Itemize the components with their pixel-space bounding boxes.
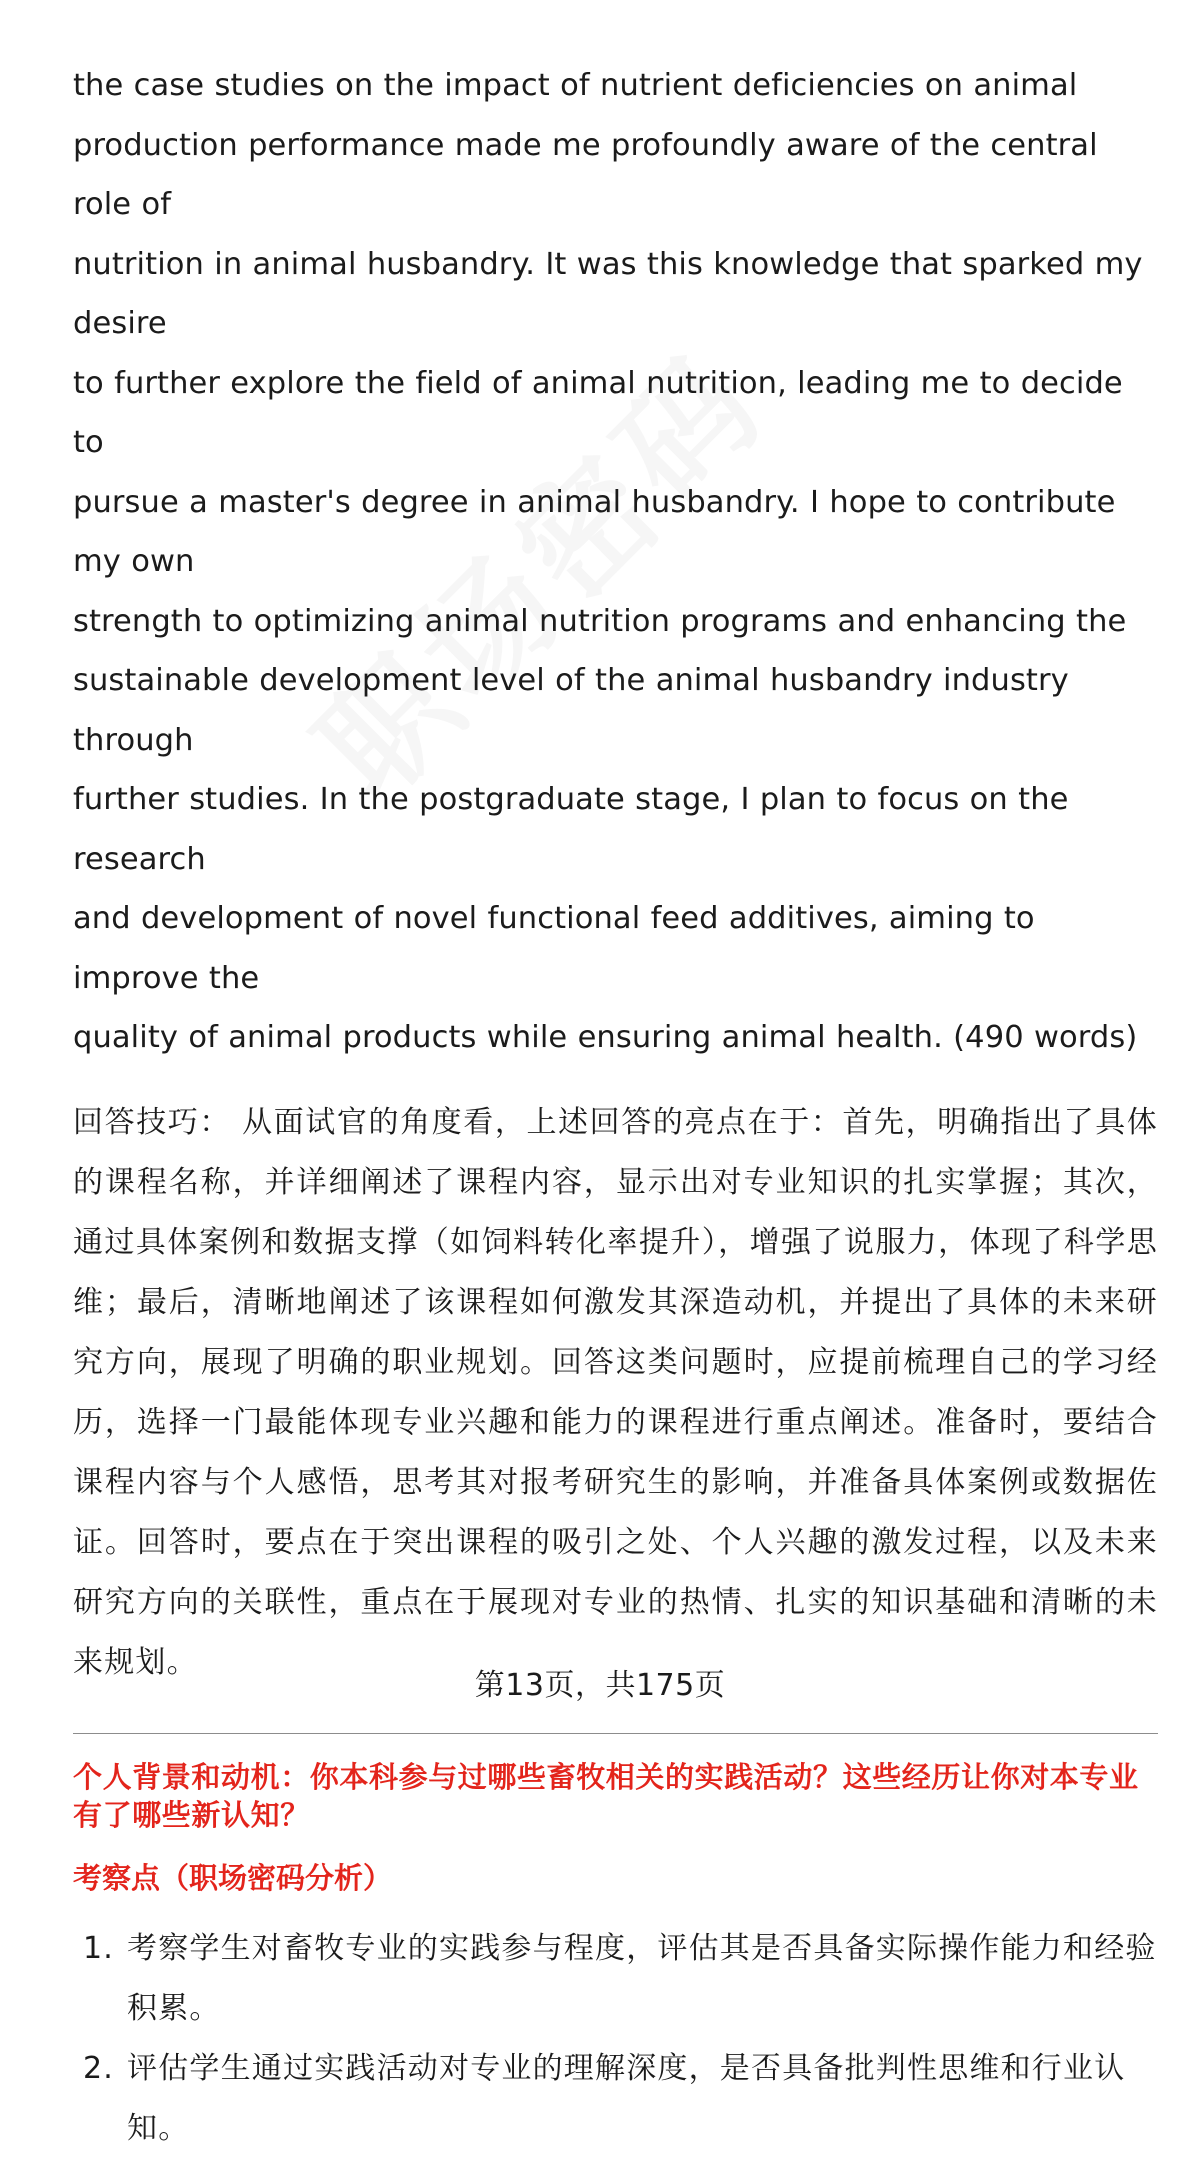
english-answer-paragraph: [73, 56, 1158, 1068]
answer-line: and development of novel functional feed additives, aiming to improve the: [73, 901, 1035, 996]
assessment-heading: 考察点（职场密码分析）: [73, 1860, 393, 1895]
answer-line: further studies. In the postgraduate stage, I plan to focus on the research: [73, 782, 1069, 877]
list-item-text: 考察学生对畜牧专业的实践参与程度，评估其是否具备实际操作能力和经验积累。: [127, 1930, 1157, 2026]
answer-line: the case studies on the impact of nutrient deficiencies on animal: [73, 68, 1078, 103]
answer-line: sustainable development level of the animal husbandry industry through: [73, 663, 1069, 758]
list-item: [73, 1919, 1158, 2039]
interview-question: 个人背景和动机：你本科参与过哪些畜牧相关的实践活动？这些经历让你对本专业有了哪些新认知？: [73, 1759, 1139, 1832]
page-number-footer: 第13页，共175页: [474, 1668, 726, 1703]
list-item-number: 1.: [83, 1930, 115, 1966]
list-item-text: 评估学生通过实践活动对专业的理解深度，是否具备批判性思维和行业认知。: [127, 2050, 1126, 2146]
answer-line: quality of animal products while ensuring animal health. (490 words): [73, 1020, 1138, 1055]
answer-line: production performance made me profoundly aware of the central role of: [73, 127, 1098, 222]
assessment-list: [73, 1919, 1158, 2159]
answer-tips-paragraph: 回答技巧： 从面试官的角度看，上述回答的亮点在于：首先，明确指出了具体的课程名称，并详细阐述了课程内容，显示出对专业知识的扎实掌握；其次，通过具体案例和数据支撑（如饲料转化率提升），增强了说服力，体现了科学思维；最后，清晰地阐述了该课程如何激发其深造动机，并提出了具体的未来研究方向，展现了明确的职业规划。回答这类问题时，应提前梳理自己的学习经历，选择一门最能体现专业兴趣和能力的课程进行重点阐述。准备时，要结合课程内容与个人感悟，思考其对报考研究生的影响，并准备具体案例或数据佐证。回答时，要点在于突出课程的吸引之处、个人兴趣的激发过程，以及未来研究方向的关联性，重点在于展现对专业的热情、扎实的知识基础和清晰的未来规划。: [73, 1104, 1158, 1680]
list-item-number: 2.: [83, 2050, 115, 2086]
document-page: [73, 56, 1158, 2159]
answer-line: pursue a master's degree in animal husbandry. I hope to contribute my own: [73, 484, 1116, 579]
answer-line: to further explore the field of animal nutrition, leading me to decide to: [73, 365, 1123, 460]
answer-line: strength to optimizing animal nutrition programs and enhancing the: [73, 603, 1127, 639]
answer-line: nutrition in animal husbandry. It was this knowledge that sparked my desire: [73, 246, 1143, 341]
section-divider: [73, 1733, 1158, 1734]
list-item: [73, 2039, 1158, 2159]
